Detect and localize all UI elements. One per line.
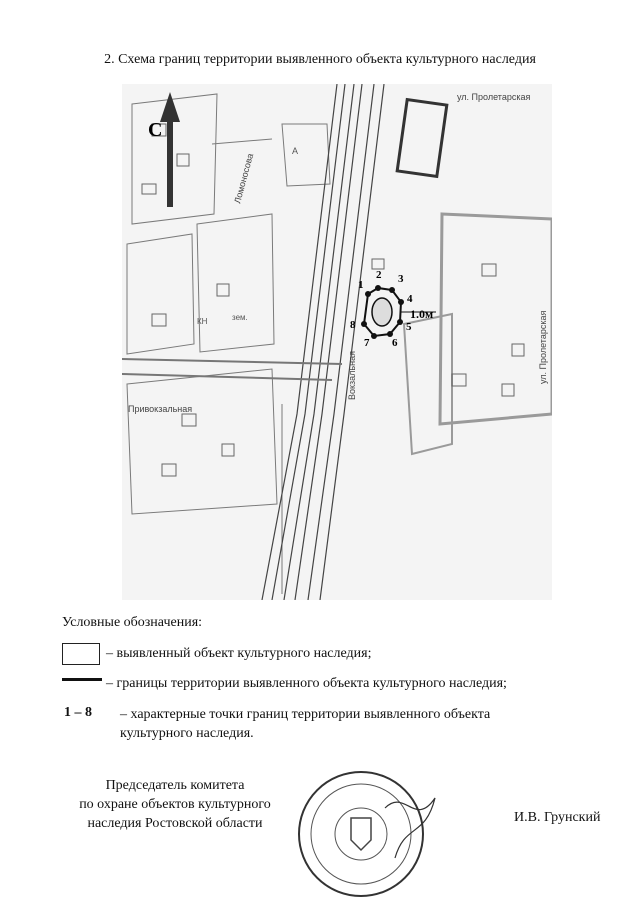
land-label: зем. <box>232 313 248 322</box>
coat-of-arms-icon <box>351 818 371 850</box>
official-seal <box>295 768 445 900</box>
boundary-point-marker <box>398 299 404 305</box>
legend-object-symbol <box>62 643 100 665</box>
boundary-point-marker <box>361 321 367 327</box>
street-label: Вокзальная <box>347 351 357 400</box>
street-label: ул. Пролетарская <box>457 92 531 102</box>
boundary-point-marker <box>365 291 371 297</box>
legend-points-text: – характерные точки границ территории выявленного объекта культурного наследия. <box>120 707 491 741</box>
street-label: Привокзальная <box>128 404 193 414</box>
boundary-point-marker <box>397 319 403 325</box>
signatory-position <box>70 776 280 833</box>
boundary-point-label: 1 <box>358 279 364 291</box>
boundary-scheme-map <box>122 84 552 600</box>
position-line: Председатель комитета <box>105 778 245 793</box>
legend-heading: Условные обозначения: <box>62 615 203 630</box>
boundary-point-label: 4 <box>407 293 413 305</box>
boundary-point-marker <box>371 333 377 339</box>
distance-label: 1.0м <box>410 307 434 321</box>
north-label: С <box>148 119 163 141</box>
street-label: ул. Пролетарская <box>538 310 548 384</box>
signatory-name: И.В. Грунский <box>514 810 601 825</box>
boundary-point-label: 3 <box>398 273 404 285</box>
boundary-point-label: 8 <box>350 319 356 331</box>
signature-scribble <box>385 798 435 858</box>
legend-object-text: – выявленный объект культурного наследия; <box>106 646 372 661</box>
document-title: 2. Схема границ территории выявленного объекта культурного наследия <box>104 52 536 67</box>
legend-points-symbol: 1 – 8 <box>64 705 92 720</box>
boundary-point-marker <box>375 285 381 291</box>
street-label: Ломоносова <box>232 152 256 205</box>
lot-label: А <box>292 146 299 156</box>
boundary-point-label: 5 <box>406 321 412 333</box>
legend-boundary-text: – границы территории выявленного объекта культурного наследия; <box>106 676 507 691</box>
boundary-point-label: 6 <box>392 337 398 349</box>
building-label: КН <box>197 317 208 326</box>
boundary-point-marker <box>389 287 395 293</box>
position-line: по охране объектов культурного <box>79 797 271 812</box>
boundary-point-label: 7 <box>364 337 370 349</box>
position-line: наследия Ростовской области <box>87 816 263 831</box>
legend-boundary-symbol <box>62 678 102 681</box>
boundary-point-label: 2 <box>376 269 382 281</box>
